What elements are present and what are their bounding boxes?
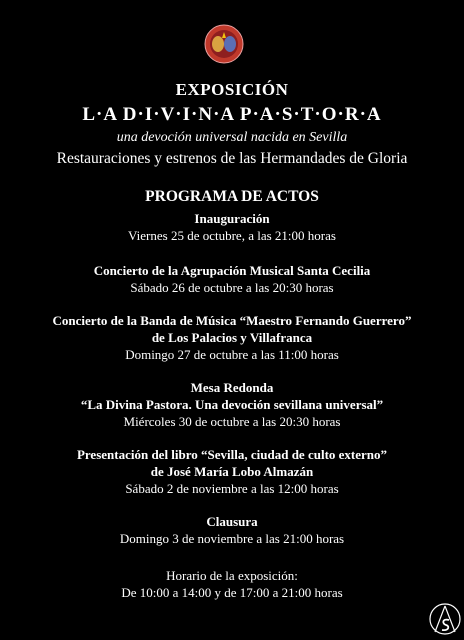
exhibition-subtitle: una devoción universal nacida en Sevilla bbox=[116, 130, 348, 145]
event-date: Sábado 2 de noviembre a las 12:00 horas bbox=[125, 481, 339, 496]
exposicion-label: EXPOSICIÓN bbox=[175, 80, 289, 99]
event-date: Domingo 27 de octubre a las 11:00 horas bbox=[125, 347, 339, 362]
event-clausura bbox=[0, 513, 464, 547]
event-title-line2: de José María Lobo Almazán bbox=[150, 464, 314, 479]
program-heading: PROGRAMA DE ACTOS bbox=[145, 188, 319, 205]
hours-label: Horario de la exposición: bbox=[166, 568, 298, 583]
event-title-line2: de Los Palacios y Villafranca bbox=[151, 330, 313, 345]
event-inauguracion bbox=[0, 210, 464, 244]
event-date: Domingo 3 de noviembre a las 21:00 horas bbox=[119, 531, 345, 546]
event-title-line2: “La Divina Pastora. Una devoción sevillana universal” bbox=[80, 397, 384, 412]
exhibition-tagline: Restauraciones y estrenos de las Hermandades de Gloria bbox=[56, 150, 408, 167]
event-presentacion-libro bbox=[0, 446, 464, 497]
event-title: Inauguración bbox=[194, 211, 270, 226]
event-title: Concierto de la Banda de Música “Maestro Fernando Guerrero” bbox=[52, 313, 412, 328]
event-date: Viernes 25 de octubre, a las 21:00 horas bbox=[128, 228, 336, 243]
hermandad-emblem-icon bbox=[204, 24, 244, 64]
publisher-logo-icon bbox=[428, 602, 462, 636]
event-title: Mesa Redonda bbox=[190, 380, 274, 395]
hours-value: De 10:00 a 14:00 y de 17:00 a 21:00 horas bbox=[121, 585, 343, 600]
exhibition-hours bbox=[0, 567, 464, 601]
exhibition-title: L·A D·I·V·I·N·A P·A·S·T·O·R·A bbox=[82, 104, 382, 125]
event-date: Sábado 26 de octubre a las 20:30 horas bbox=[130, 280, 334, 295]
event-concierto-banda bbox=[0, 312, 464, 363]
event-title: Presentación del libro “Sevilla, ciudad de culto externo” bbox=[76, 447, 388, 462]
event-title: Clausura bbox=[206, 514, 258, 529]
event-concierto-santa-cecilia bbox=[0, 262, 464, 296]
event-date: Miércoles 30 de octubre a las 20:30 horas bbox=[123, 414, 341, 429]
event-title: Concierto de la Agrupación Musical Santa Cecilia bbox=[93, 263, 371, 278]
event-mesa-redonda bbox=[0, 379, 464, 430]
